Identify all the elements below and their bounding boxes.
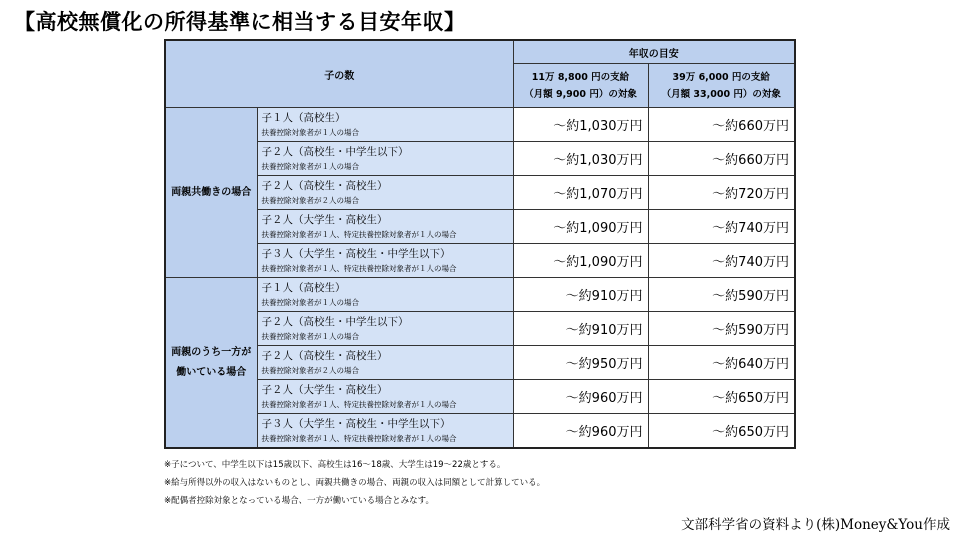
income-value-col2: ～約740万円 [648, 244, 795, 278]
income-value-col2: ～約590万円 [648, 312, 795, 346]
child-cell [257, 278, 513, 312]
group-label-line2: 働いている場合 [176, 366, 247, 378]
group-label-line1: 両親共働きの場合 [171, 186, 252, 198]
income-value-col1: ～約1,070万円 [513, 176, 648, 210]
header-income: 年収の目安 [513, 40, 795, 64]
table-row [165, 414, 795, 449]
income-value-col2: ～約650万円 [648, 414, 795, 449]
child-cell [257, 312, 513, 346]
header-children: 子の数 [165, 40, 513, 108]
child-cell [257, 380, 513, 414]
child-description: 子１人（高校生） [261, 281, 346, 294]
income-value-col1: ～約1,030万円 [513, 108, 648, 142]
notes [164, 456, 545, 510]
income-value-col2: ～約740万円 [648, 210, 795, 244]
dependent-note: 扶養控除対象者が１人の場合 [261, 161, 359, 171]
header-col1-line1: 11万 8,800 円の支給 [531, 71, 630, 83]
child-description: 子３人（大学生・高校生・中学生以下） [261, 417, 451, 430]
child-description: 子３人（大学生・高校生・中学生以下） [261, 247, 451, 260]
income-value-col1: ～約960万円 [513, 414, 648, 449]
table-row [165, 108, 795, 142]
dependent-note: 扶養控除対象者が２人の場合 [261, 365, 359, 375]
income-value-col2: ～約590万円 [648, 278, 795, 312]
income-value-col1: ～約960万円 [513, 380, 648, 414]
source-credit: 文部科学省の資料より(株)Money&You作成 [681, 517, 950, 533]
child-cell [257, 414, 513, 449]
dependent-note: 扶養控除対象者が１人の場合 [261, 331, 359, 341]
dependent-note: 扶養控除対象者が１人、特定扶養控除対象者が１人の場合 [261, 433, 457, 443]
child-description: 子２人（高校生・中学生以下） [261, 315, 409, 328]
child-description: 子２人（高校生・高校生） [261, 179, 388, 192]
income-value-col2: ～約650万円 [648, 380, 795, 414]
child-description: 子２人（高校生・中学生以下） [261, 145, 409, 158]
income-value-col1: ～約1,090万円 [513, 210, 648, 244]
dependent-note: 扶養控除対象者が１人の場合 [261, 297, 359, 307]
income-table [164, 39, 796, 449]
note-2: ※給与所得以外の収入はないものとし、両親共働きの場合、両親の収入は同額として計算している。 [164, 478, 546, 488]
table-row [165, 312, 795, 346]
income-value-col1: ～約1,030万円 [513, 142, 648, 176]
header-col1-line2: （月額 9,900 円）の対象 [524, 88, 637, 100]
table-row [165, 346, 795, 380]
income-value-col1: ～約910万円 [513, 278, 648, 312]
child-cell [257, 142, 513, 176]
group-label [165, 108, 257, 278]
dependent-note: 扶養控除対象者が１人の場合 [261, 127, 359, 137]
income-value-col2: ～約660万円 [648, 108, 795, 142]
income-value-col2: ～約720万円 [648, 176, 795, 210]
table-row [165, 380, 795, 414]
child-description: 子２人（高校生・高校生） [261, 349, 388, 362]
child-description: 子２人（大学生・高校生） [261, 383, 388, 396]
dependent-note: 扶養控除対象者が１人、特定扶養控除対象者が１人の場合 [261, 229, 457, 239]
child-cell [257, 244, 513, 278]
header-col2 [648, 64, 795, 108]
note-1: ※子について、中学生以下は15歳以下、高校生は16～18歳、大学生は19～22歳とする。 [164, 460, 506, 470]
child-cell [257, 346, 513, 380]
page-title: 【高校無償化の所得基準に相当する目安年収】 [14, 10, 466, 34]
income-value-col1: ～約910万円 [513, 312, 648, 346]
dependent-note: 扶養控除対象者が１人、特定扶養控除対象者が１人の場合 [261, 263, 457, 273]
table-row [165, 244, 795, 278]
header-col2-line1: 39万 6,000 円の支給 [672, 71, 770, 83]
header-col2-line2: （月額 33,000 円）の対象 [661, 88, 781, 100]
group-label [165, 278, 257, 449]
table-row [165, 176, 795, 210]
table-row [165, 278, 795, 312]
child-cell [257, 210, 513, 244]
group-label-line1: 両親のうち一方が [171, 346, 252, 358]
income-value-col2: ～約640万円 [648, 346, 795, 380]
child-description: 子２人（大学生・高校生） [261, 213, 388, 226]
table-row [165, 142, 795, 176]
child-cell [257, 176, 513, 210]
table-row [165, 210, 795, 244]
dependent-note: 扶養控除対象者が２人の場合 [261, 195, 359, 205]
header-col1 [513, 64, 648, 108]
child-cell [257, 108, 513, 142]
income-value-col2: ～約660万円 [648, 142, 795, 176]
income-value-col1: ～約1,090万円 [513, 244, 648, 278]
income-value-col1: ～約950万円 [513, 346, 648, 380]
child-description: 子１人（高校生） [261, 111, 346, 124]
dependent-note: 扶養控除対象者が１人、特定扶養控除対象者が１人の場合 [261, 399, 457, 409]
note-3: ※配偶者控除対象となっている場合、一方が働いている場合とみなす。 [164, 496, 434, 506]
